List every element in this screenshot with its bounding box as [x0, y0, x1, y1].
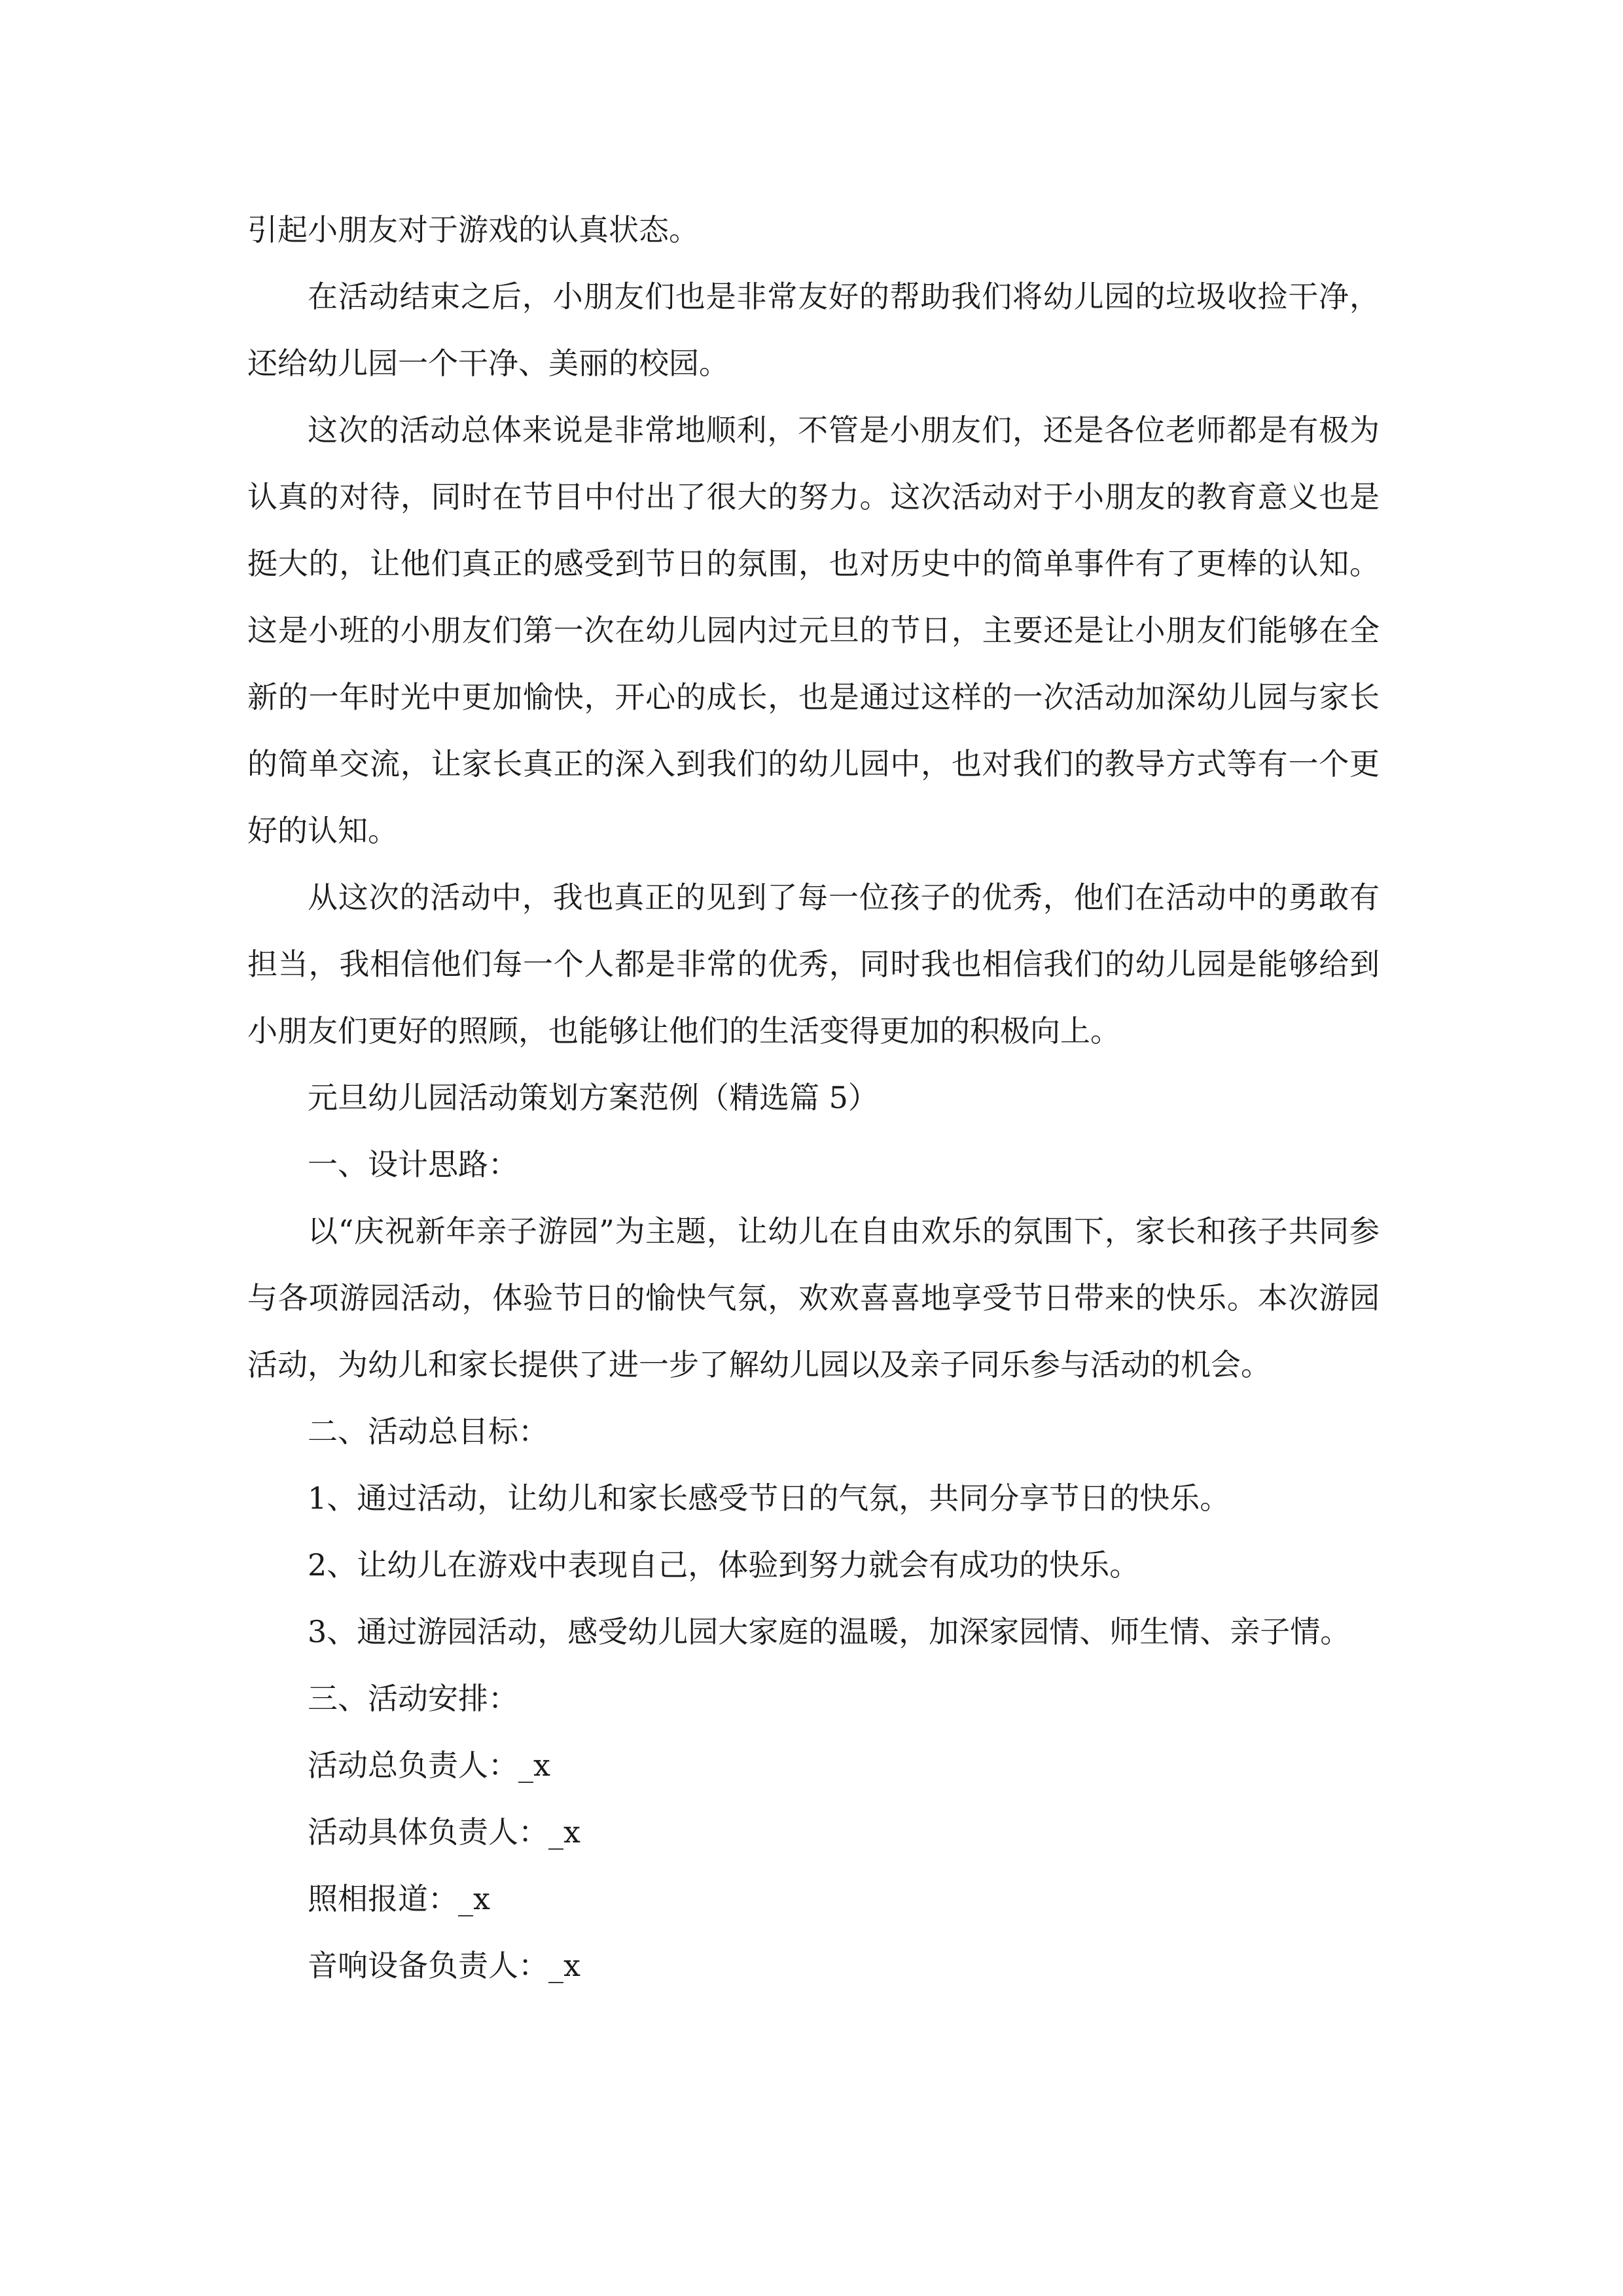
arrangement-specific-lead: 活动具体负责人：_x: [308, 1814, 580, 1850]
paragraph-cleanup: 在活动结束之后，小朋友们也是非常友好的帮助我们将幼儿园的垃圾收捡干净，还给幼儿园一个干净、美丽的校园。: [247, 279, 1380, 381]
paragraph-design-idea: 以“庆祝新年亲子游园”为主题，让幼儿在自由欢乐的氛围下，家长和孩子共同参与各项游园活动，体验节日的愉快气氛，欢欢喜喜地享受节日带来的快乐。本次游园活动，为幼儿和家长提供了进一步了解幼儿园以及亲子同乐参与活动的机会。: [247, 1213, 1380, 1382]
paragraph-continuation: 引起小朋友对于游戏的认真状态。: [247, 212, 699, 247]
heading-design-idea: 一、设计思路：: [308, 1147, 518, 1182]
goal-item-1: 1、通过活动，让幼儿和家长感受节日的气氛，共同分享节日的快乐。: [308, 1480, 1230, 1516]
document-body: [247, 196, 1380, 1999]
arrangement-audio-lead: 音响设备负责人：_x: [308, 1948, 580, 1983]
arrangement-photo-report: 照相报道：_x: [308, 1881, 490, 1916]
heading-goals: 二、活动总目标：: [308, 1414, 548, 1449]
paragraph-summary: 这次的活动总体来说是非常地顺利，不管是小朋友们，还是各位老师都是有极为认真的对待，同时在节目中付出了很大的努力。这次活动对于小朋友的教育意义也是挺大的，让他们真正的感受到节日的氛围，也对历史中的简单事件有了更棒的认知。这是小班的小朋友们第一次在幼儿园内过元旦的节日，主要还是让小朋友们能够在全新的一年时光中更加愉快，开心的成长，也是通过这样的一次活动加深幼儿园与家长的简单交流，让家长真正的深入到我们的幼儿园中，也对我们的教导方式等有一个更好的认知。: [247, 412, 1380, 848]
paragraph-reflection: 从这次的活动中，我也真正的见到了每一位孩子的优秀，他们在活动中的勇敢有担当，我相信他们每一个人都是非常的优秀，同时我也相信我们的幼儿园是能够给到小朋友们更好的照顾，也能够让他们的生活变得更加的积极向上。: [247, 880, 1380, 1049]
heading-arrangement: 三、活动安排：: [308, 1681, 518, 1716]
section-title: 元旦幼儿园活动策划方案范例（精选篇 5）: [308, 1080, 878, 1115]
arrangement-general-lead: 活动总负责人：_x: [308, 1748, 550, 1783]
goal-item-3: 3、通过游园活动，感受幼儿园大家庭的温暖，加深家园情、师生情、亲子情。: [308, 1614, 1351, 1649]
goal-item-2: 2、让幼儿在游戏中表现自己，体验到努力就会有成功的快乐。: [308, 1547, 1140, 1583]
